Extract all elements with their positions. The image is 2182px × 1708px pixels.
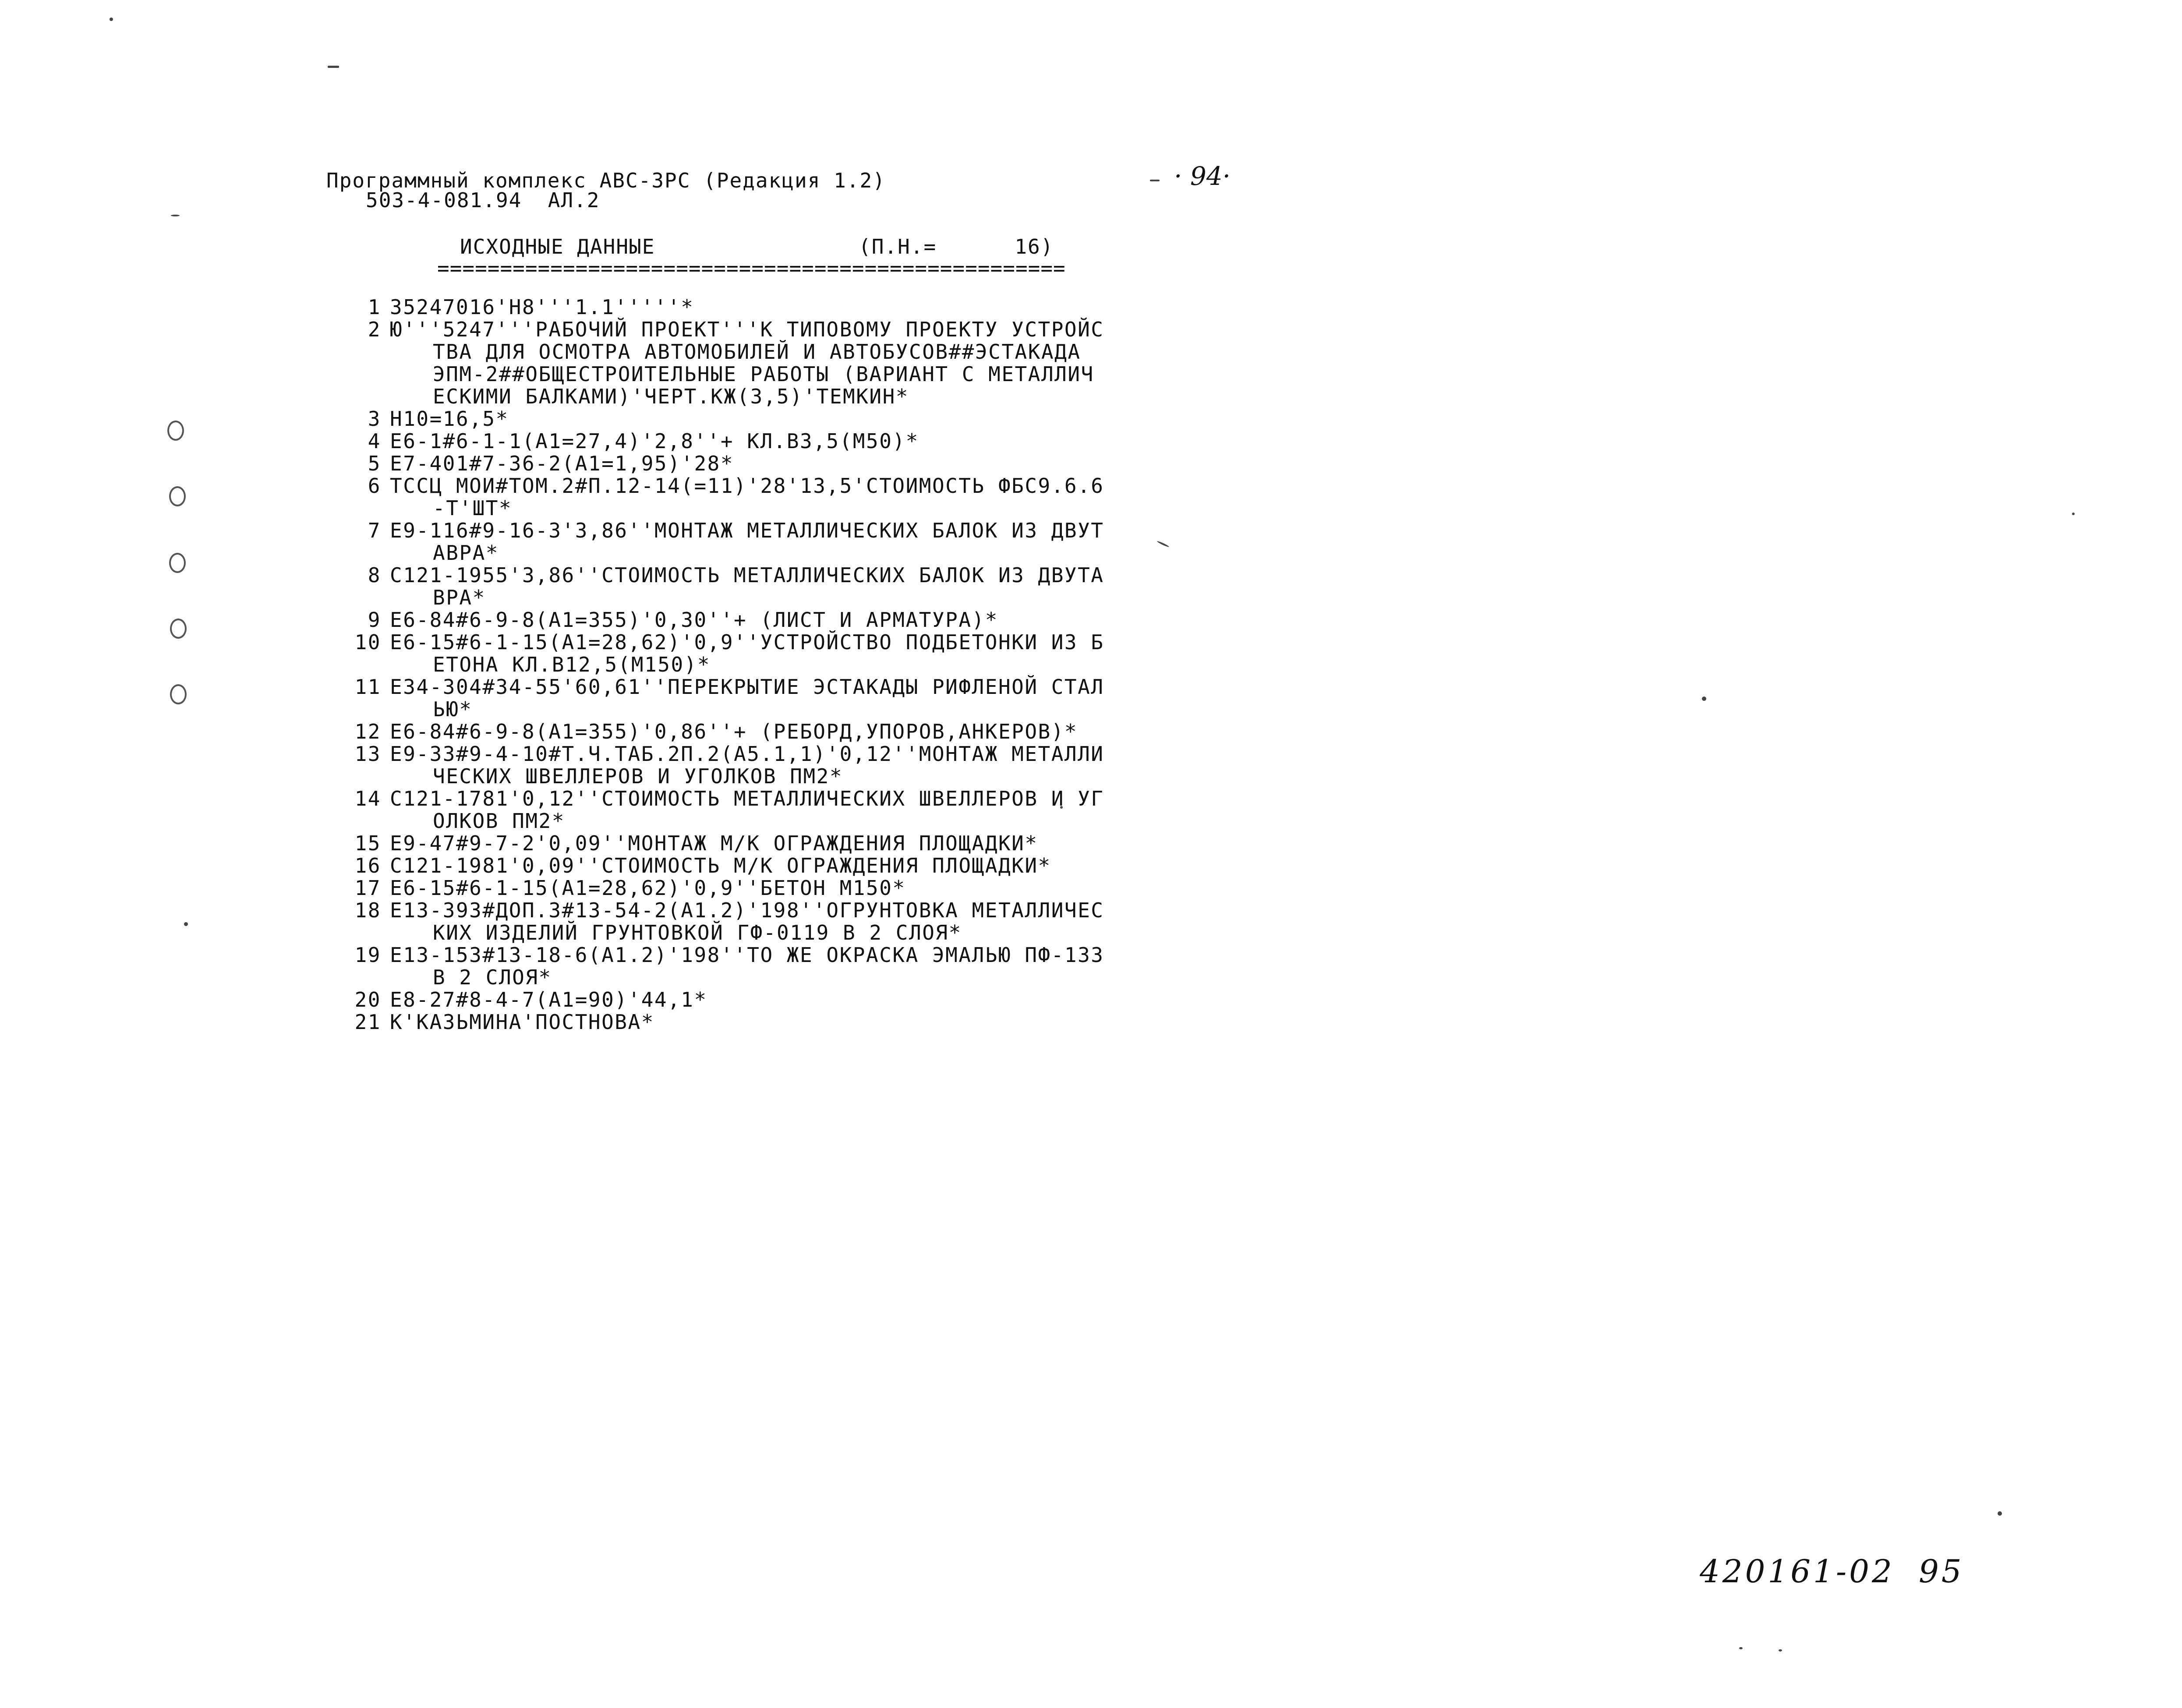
line-text: 35247016'Н8'''1.1'''''* (390, 295, 694, 319)
line-text: ЭПМ-2##ОБЩЕСТРОИТЕЛЬНЫЕ РАБОТЫ (ВАРИАНТ С МЕТАЛЛИЧ (433, 362, 1094, 386)
section-rule: ================================================== (437, 256, 1066, 280)
line-number: 12 (354, 720, 381, 743)
line-text: ЧЕСКИХ ШВЕЛЛЕРОВ И УГОЛКОВ ПМ2* (433, 764, 843, 788)
archive-code: 420161-02 (1700, 1553, 1895, 1590)
section-pn: (П.Н.= 16) (859, 235, 1054, 258)
line-number: 3 (368, 407, 381, 431)
scan-speck (110, 18, 113, 21)
line-number: 10 (354, 630, 381, 654)
scan-speck (1739, 1647, 1743, 1649)
line-text: С121-1955'3,86''СТОИМОСТЬ МЕТАЛЛИЧЕСКИХ БАЛОК ИЗ ДВУТА (390, 563, 1104, 587)
line-text: С121-1981'0,09''СТОИМОСТЬ М/К ОГРАЖДЕНИЯ ПЛОЩАДКИ* (390, 854, 1051, 877)
line-number: 8 (368, 563, 381, 587)
sheet-number: 95 (1919, 1553, 1964, 1590)
scan-speck (171, 215, 180, 216)
binder-hole-4 (170, 619, 187, 639)
line-text: Е6-1#6-1-1(А1=27,4)'2,8''+ КЛ.В3,5(М50)* (390, 429, 919, 453)
scan-speck (1150, 180, 1160, 181)
line-text: Е7-401#7-36-2(А1=1,95)'28* (390, 452, 734, 475)
scan-speck (184, 922, 188, 926)
document-code: 503-4-081.94 АЛ.2 (366, 188, 600, 212)
line-number: 17 (354, 876, 381, 900)
line-number: 1 (368, 295, 381, 319)
line-text: ВРА* (433, 586, 486, 609)
line-text: Е9-33#9-4-10#Т.Ч.ТАБ.2П.2(А5.1,1)'0,12''МОНТАЖ МЕТАЛЛИ (390, 742, 1104, 766)
line-number: 20 (354, 988, 381, 1011)
line-number: 5 (368, 452, 381, 475)
scan-speck (1998, 1511, 2002, 1516)
line-number: 11 (354, 675, 381, 699)
binder-hole-2 (169, 486, 186, 506)
scan-speck (1779, 1649, 1782, 1651)
line-text: Е9-116#9-16-3'3,86''МОНТАЖ МЕТАЛЛИЧЕСКИХ БАЛОК ИЗ ДВУТ (390, 519, 1104, 542)
page-mark: · 94· (1174, 161, 1231, 191)
line-text: ЕСКИМИ БАЛКАМИ)'ЧЕРТ.КЖ(3,5)'ТЕМКИН* (433, 385, 909, 408)
binder-hole-3 (169, 553, 186, 573)
line-number: 18 (354, 898, 381, 922)
line-text: Е6-84#6-9-8(А1=355)'0,86''+ (РЕБОРД,УПОРОВ,АНКЕРОВ)* (390, 720, 1078, 743)
line-text: ОЛКОВ ПМ2* (433, 809, 565, 833)
line-text: Е6-84#6-9-8(А1=355)'0,30''+ (ЛИСТ И АРМАТУРА)* (390, 608, 998, 632)
line-text: Ю'''5247'''РАБОЧИЙ ПРОЕКТ'''К ТИПОВОМУ ПРОЕКТУ УСТРОЙС (390, 318, 1104, 341)
line-number: 14 (354, 787, 381, 810)
line-text: ТССЦ МОИ#ТОМ.2#П.12-14(=11)'28'13,5'СТОИМОСТЬ ФБС9.6.6 (390, 474, 1104, 498)
line-text: В 2 СЛОЯ* (433, 965, 552, 989)
line-number: 4 (368, 429, 381, 453)
line-number: 21 (354, 1010, 381, 1034)
line-number: 9 (368, 608, 381, 632)
line-number: 15 (354, 831, 381, 855)
line-text: Е8-27#8-4-7(А1=90)'44,1* (390, 988, 707, 1011)
line-text: Е13-153#13-18-6(А1.2)'198''ТО ЖЕ ОКРАСКА ЭМАЛЬЮ ПФ-133 (390, 943, 1104, 967)
line-text: К'КАЗЬМИНА'ПОСТНОВА* (390, 1010, 654, 1034)
line-text: Н10=16,5* (390, 407, 509, 431)
binder-hole-5 (170, 684, 187, 704)
line-number: 13 (354, 742, 381, 766)
line-text: Е13-393#ДОП.3#13-54-2(А1.2)'198''ОГРУНТОВКА МЕТАЛЛИЧЕС (390, 898, 1104, 922)
section-title: ИСХОДНЫЕ ДАННЫЕ (460, 235, 655, 258)
line-text: Е6-15#6-1-15(А1=28,62)'0,9''УСТРОЙСТВО ПОДБЕТОНКИ ИЗ Б (390, 630, 1104, 654)
line-text: КИХ ИЗДЕЛИЙ ГРУНТОВКОЙ ГФ-0119 В 2 СЛОЯ* (433, 921, 962, 944)
line-number: 6 (368, 474, 381, 498)
line-text: Е34-304#34-55'60,61''ПЕРЕКРЫТИЕ ЭСТАКАДЫ РИФЛЕНОЙ СТАЛ (390, 675, 1104, 699)
line-text: ЕТОНА КЛ.В12,5(М150)* (433, 653, 711, 676)
binder-hole-1 (167, 421, 184, 441)
program-name: Программный комплекс АВС-3РС (Редакция 1.2) (326, 169, 886, 192)
line-text: ЬЮ* (433, 697, 473, 721)
line-number: 16 (354, 854, 381, 877)
scan-speck (1702, 697, 1706, 701)
line-text: Е6-15#6-1-15(А1=28,62)'0,9''БЕТОН М150* (390, 876, 906, 900)
line-text: С121-1781'0,12''СТОИМОСТЬ МЕТАЛЛИЧЕСКИХ ШВЕЛЛЕРОВ И УГ (390, 787, 1104, 810)
line-text: ТВА ДЛЯ ОСМОТРА АВТОМОБИЛЕЙ И АВТОБУСОВ##ЭСТАКАДА (433, 340, 1081, 364)
scan-speck (1157, 541, 1170, 548)
line-number: 7 (368, 519, 381, 542)
line-text: АВРА* (433, 541, 499, 565)
scan-speck (2072, 513, 2075, 515)
line-number: 2 (368, 318, 381, 341)
scan-speck (328, 66, 339, 68)
line-number: 19 (354, 943, 381, 967)
line-text: Е9-47#9-7-2'0,09''МОНТАЖ М/К ОГРАЖДЕНИЯ ПЛОЩАДКИ* (390, 831, 1038, 855)
line-text: -Т'ШТ* (433, 496, 513, 520)
